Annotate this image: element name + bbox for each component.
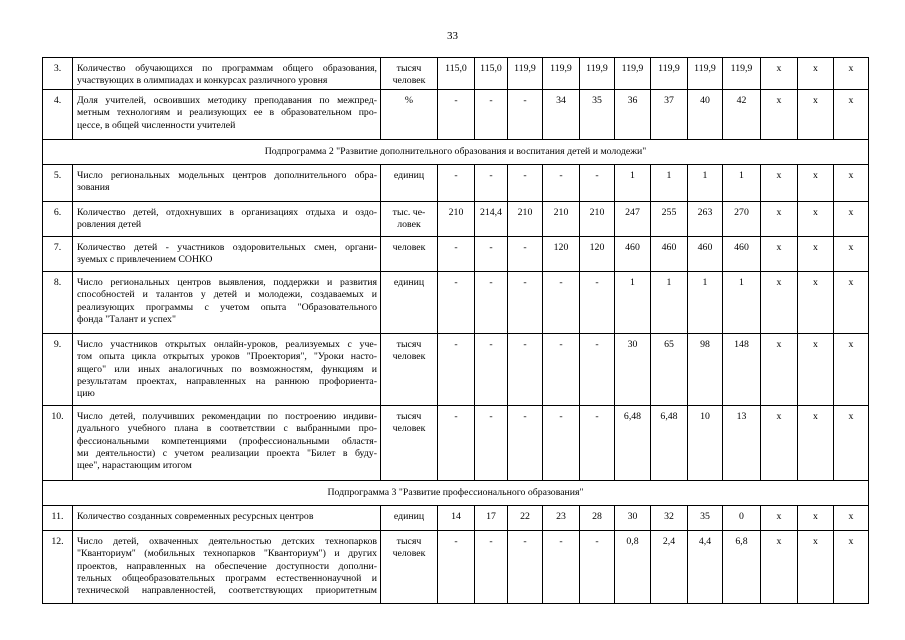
unit-line: тыс. че- bbox=[392, 207, 426, 218]
value-cell: x bbox=[834, 237, 869, 272]
value-cell: 270 bbox=[723, 202, 761, 237]
value-cell: - bbox=[543, 531, 580, 604]
value-cell: 1 bbox=[615, 272, 651, 334]
value-cell: - bbox=[508, 531, 543, 604]
value-cell: 210 bbox=[508, 202, 543, 237]
value-cell: 32 bbox=[651, 506, 688, 531]
indicator-name bbox=[73, 202, 381, 237]
value-cell: 22 bbox=[508, 506, 543, 531]
unit-cell bbox=[381, 202, 438, 237]
value-cell: - bbox=[580, 334, 615, 406]
indicator-name-line: "Кванториум" (мобильных технопарков "Кванториум") и других bbox=[77, 548, 377, 560]
indicator-name bbox=[73, 272, 381, 334]
value-cell: x bbox=[834, 202, 869, 237]
value-cell: 0,8 bbox=[615, 531, 651, 604]
value-cell: 214,4 bbox=[475, 202, 508, 237]
value-cell: 4,4 bbox=[688, 531, 723, 604]
indicator-name-line: Число участников открытых онлайн-уроков, реализуемых с уче- bbox=[77, 339, 377, 350]
value-cell: - bbox=[508, 272, 543, 334]
value-cell: x bbox=[761, 58, 798, 90]
value-cell: - bbox=[438, 90, 475, 140]
section-row bbox=[43, 140, 869, 165]
value-cell: x bbox=[798, 506, 834, 531]
row-number: 3. bbox=[43, 58, 73, 90]
value-cell: - bbox=[475, 272, 508, 334]
value-cell: 34 bbox=[543, 90, 580, 140]
value-cell: 1 bbox=[688, 165, 723, 202]
value-cell: x bbox=[798, 165, 834, 202]
value-cell: 98 bbox=[688, 334, 723, 406]
indicator-name-line: ровления детей bbox=[77, 219, 142, 231]
indicator-name-line: Количество детей - участников оздоровительных смен, органи- bbox=[77, 242, 377, 253]
value-cell: - bbox=[438, 165, 475, 202]
value-cell: - bbox=[438, 531, 475, 604]
indicator-name-line: реализующих программы с учетом опыта "Образовательного bbox=[77, 301, 377, 313]
value-cell: - bbox=[580, 406, 615, 481]
value-cell: x bbox=[834, 272, 869, 334]
unit-line: тысяч bbox=[396, 536, 422, 547]
value-cell: - bbox=[475, 90, 508, 140]
indicator-name-line: Количество обучающихся по программам общего образования, bbox=[77, 63, 377, 74]
unit-line: человек bbox=[392, 548, 426, 560]
indicator-name bbox=[73, 531, 381, 604]
value-cell: x bbox=[834, 531, 869, 604]
value-cell: - bbox=[475, 406, 508, 481]
value-cell: x bbox=[834, 506, 869, 531]
value-cell: x bbox=[761, 90, 798, 140]
indicator-name bbox=[73, 334, 381, 406]
value-cell: 37 bbox=[651, 90, 688, 140]
table-row bbox=[43, 506, 869, 531]
value-cell: x bbox=[798, 406, 834, 481]
row-number: 11. bbox=[43, 506, 73, 531]
value-cell: 10 bbox=[688, 406, 723, 481]
indicator-name-line: Число региональных центров выявления, поддержки и развития bbox=[77, 277, 377, 288]
indicator-name bbox=[73, 90, 381, 140]
unit-line: человек bbox=[392, 75, 426, 87]
indicator-name-line: Число детей, получивших рекомендации по построению индиви- bbox=[77, 411, 377, 422]
value-cell: - bbox=[543, 334, 580, 406]
value-cell: 36 bbox=[615, 90, 651, 140]
value-cell: - bbox=[580, 165, 615, 202]
value-cell: x bbox=[798, 202, 834, 237]
value-cell: 28 bbox=[580, 506, 615, 531]
value-cell: x bbox=[798, 90, 834, 140]
table-row bbox=[43, 406, 869, 481]
unit-line: человек bbox=[392, 423, 426, 435]
value-cell: x bbox=[761, 406, 798, 481]
value-cell: x bbox=[761, 272, 798, 334]
indicator-name bbox=[73, 58, 381, 90]
value-cell: 210 bbox=[438, 202, 475, 237]
indicator-name-line: щее", нарастающим итогом bbox=[77, 460, 192, 472]
indicator-name-line: участвующих в олимпиадах и конкурсах различного уровня bbox=[77, 75, 328, 87]
value-cell: 460 bbox=[688, 237, 723, 272]
table-row bbox=[43, 531, 869, 604]
value-cell: 115,0 bbox=[438, 58, 475, 90]
section-title: Подпрограмма 2 "Развитие дополнительного образования и воспитания детей и молодежи" bbox=[43, 140, 869, 165]
value-cell: - bbox=[438, 406, 475, 481]
value-cell: 1 bbox=[651, 272, 688, 334]
value-cell: 460 bbox=[723, 237, 761, 272]
indicator-name-line: технической направленностей, соответствующих приоритетным bbox=[77, 585, 377, 597]
indicator-name-line: Число региональных модельных центров дополнительного обра- bbox=[77, 170, 377, 181]
value-cell: - bbox=[580, 272, 615, 334]
table-row bbox=[43, 334, 869, 406]
row-number: 10. bbox=[43, 406, 73, 481]
value-cell: 2,4 bbox=[651, 531, 688, 604]
value-cell: 460 bbox=[615, 237, 651, 272]
indicator-name-line: цессе, в общей численности учителей bbox=[77, 119, 236, 131]
value-cell: x bbox=[761, 165, 798, 202]
unit-line: человек bbox=[392, 351, 426, 363]
value-cell: x bbox=[834, 58, 869, 90]
value-cell: 0 bbox=[723, 506, 761, 531]
value-cell: - bbox=[508, 165, 543, 202]
value-cell: 210 bbox=[543, 202, 580, 237]
table-body bbox=[43, 58, 869, 604]
value-cell: - bbox=[508, 237, 543, 272]
value-cell: 35 bbox=[580, 90, 615, 140]
value-cell: - bbox=[475, 237, 508, 272]
unit-cell bbox=[381, 237, 438, 272]
unit-cell bbox=[381, 406, 438, 481]
indicator-name bbox=[73, 237, 381, 272]
unit-line: ловек bbox=[397, 219, 421, 231]
unit-cell bbox=[381, 272, 438, 334]
value-cell: x bbox=[834, 406, 869, 481]
indicator-name-line: дуального учебного плана в соответствии с выбранными про- bbox=[77, 423, 377, 435]
value-cell: 119,9 bbox=[615, 58, 651, 90]
value-cell: - bbox=[580, 531, 615, 604]
unit-line: человек bbox=[392, 242, 426, 253]
value-cell: 6,8 bbox=[723, 531, 761, 604]
value-cell: x bbox=[798, 237, 834, 272]
value-cell: - bbox=[508, 406, 543, 481]
indicator-name bbox=[73, 406, 381, 481]
indicator-name-line: способностей и талантов у детей и молодежи, создаваемых и bbox=[77, 289, 377, 301]
indicator-name-line: ми деятельности) с учетом реализации проекта "Билет в буду- bbox=[77, 447, 377, 459]
value-cell: 14 bbox=[438, 506, 475, 531]
indicator-name-line: тельных общеобразовательных программ естественнонаучной и bbox=[77, 572, 377, 584]
value-cell: 120 bbox=[543, 237, 580, 272]
indicator-name-line: Количество созданных современных ресурсных центров bbox=[77, 511, 314, 522]
unit-line: тысяч bbox=[396, 339, 422, 350]
value-cell: 23 bbox=[543, 506, 580, 531]
unit-cell bbox=[381, 506, 438, 531]
value-cell: 119,9 bbox=[543, 58, 580, 90]
value-cell: 65 bbox=[651, 334, 688, 406]
value-cell: 35 bbox=[688, 506, 723, 531]
value-cell: - bbox=[438, 272, 475, 334]
value-cell: 115,0 bbox=[475, 58, 508, 90]
indicator-name-line: метным технологиям и реализующих ее в образовательном про- bbox=[77, 107, 377, 119]
indicator-name-line: проектов, направленных на обеспечение доступности дополни- bbox=[77, 560, 377, 572]
value-cell: 119,9 bbox=[580, 58, 615, 90]
value-cell: x bbox=[761, 237, 798, 272]
value-cell: 42 bbox=[723, 90, 761, 140]
value-cell: 6,48 bbox=[651, 406, 688, 481]
unit-line: единиц bbox=[393, 511, 425, 522]
row-number: 8. bbox=[43, 272, 73, 334]
unit-cell bbox=[381, 58, 438, 90]
value-cell: 13 bbox=[723, 406, 761, 481]
unit-line: единиц bbox=[393, 170, 425, 181]
indicator-name-line: зуемых с привлечением СОНКО bbox=[77, 254, 213, 266]
indicator-name bbox=[73, 506, 381, 531]
value-cell: x bbox=[798, 58, 834, 90]
table-row bbox=[43, 58, 869, 90]
section-title: Подпрограмма 3 "Развитие профессионального образования" bbox=[43, 481, 869, 506]
unit-line: тысяч bbox=[396, 411, 422, 422]
value-cell: x bbox=[761, 531, 798, 604]
value-cell: 148 bbox=[723, 334, 761, 406]
value-cell: 17 bbox=[475, 506, 508, 531]
page-number: 33 bbox=[447, 30, 458, 42]
value-cell: - bbox=[508, 334, 543, 406]
indicator-name bbox=[73, 165, 381, 202]
value-cell: x bbox=[834, 334, 869, 406]
value-cell: - bbox=[475, 531, 508, 604]
value-cell: x bbox=[798, 531, 834, 604]
row-number: 5. bbox=[43, 165, 73, 202]
value-cell: 247 bbox=[615, 202, 651, 237]
indicator-name-line: Количество детей, отдохнувших в организациях отдыха и оздо- bbox=[77, 207, 377, 218]
section-row bbox=[43, 481, 869, 506]
value-cell: 210 bbox=[580, 202, 615, 237]
indicator-name-line: фессиональными компетенциями (профессиональными областя- bbox=[77, 435, 377, 447]
value-cell: x bbox=[834, 90, 869, 140]
row-number: 6. bbox=[43, 202, 73, 237]
value-cell: 119,9 bbox=[688, 58, 723, 90]
unit-line: % bbox=[404, 95, 414, 106]
value-cell: - bbox=[475, 334, 508, 406]
value-cell: 30 bbox=[615, 334, 651, 406]
value-cell: 1 bbox=[615, 165, 651, 202]
value-cell: 120 bbox=[580, 237, 615, 272]
value-cell: 119,9 bbox=[508, 58, 543, 90]
value-cell: 255 bbox=[651, 202, 688, 237]
unit-cell bbox=[381, 334, 438, 406]
indicator-name-line: результатам проектах, направленных на раннюю профориента- bbox=[77, 375, 377, 387]
value-cell: 1 bbox=[723, 165, 761, 202]
value-cell: 1 bbox=[651, 165, 688, 202]
value-cell: x bbox=[798, 272, 834, 334]
unit-cell bbox=[381, 531, 438, 604]
value-cell: - bbox=[543, 406, 580, 481]
value-cell: - bbox=[543, 165, 580, 202]
table-row bbox=[43, 165, 869, 202]
value-cell: x bbox=[798, 334, 834, 406]
value-cell: 1 bbox=[688, 272, 723, 334]
table-row bbox=[43, 202, 869, 237]
row-number: 9. bbox=[43, 334, 73, 406]
value-cell: - bbox=[475, 165, 508, 202]
indicators-table bbox=[42, 57, 869, 604]
value-cell: 119,9 bbox=[723, 58, 761, 90]
value-cell: 263 bbox=[688, 202, 723, 237]
row-number: 4. bbox=[43, 90, 73, 140]
unit-line: тысяч bbox=[396, 63, 422, 74]
indicator-name-line: Доля учителей, освоивших методику преподавания по межпред- bbox=[77, 95, 377, 106]
row-number: 7. bbox=[43, 237, 73, 272]
value-cell: 1 bbox=[723, 272, 761, 334]
value-cell: 460 bbox=[651, 237, 688, 272]
value-cell: 30 bbox=[615, 506, 651, 531]
value-cell: 119,9 bbox=[651, 58, 688, 90]
value-cell: x bbox=[761, 202, 798, 237]
indicator-name-line: ящего" или иных аналогичных по возможностям, функциям и bbox=[77, 363, 377, 375]
value-cell: 6,48 bbox=[615, 406, 651, 481]
indicator-name-line: том опыта цикла открытых уроков "Проектория", "Уроки насто- bbox=[77, 351, 377, 363]
indicator-name-line: цию bbox=[77, 388, 95, 400]
row-number: 12. bbox=[43, 531, 73, 604]
value-cell: x bbox=[761, 506, 798, 531]
unit-cell bbox=[381, 165, 438, 202]
table-row bbox=[43, 272, 869, 334]
value-cell: - bbox=[438, 334, 475, 406]
value-cell: - bbox=[438, 237, 475, 272]
value-cell: 40 bbox=[688, 90, 723, 140]
indicator-name-line: фонда "Талант и успех" bbox=[77, 313, 176, 325]
value-cell: - bbox=[543, 272, 580, 334]
unit-line: единиц bbox=[393, 277, 425, 288]
unit-cell bbox=[381, 90, 438, 140]
table-row bbox=[43, 237, 869, 272]
table-row bbox=[43, 90, 869, 140]
value-cell: x bbox=[834, 165, 869, 202]
indicator-name-line: Число детей, охваченных деятельностью детских технопарков bbox=[77, 536, 377, 547]
value-cell: x bbox=[761, 334, 798, 406]
value-cell: - bbox=[508, 90, 543, 140]
indicator-name-line: зования bbox=[77, 182, 110, 194]
